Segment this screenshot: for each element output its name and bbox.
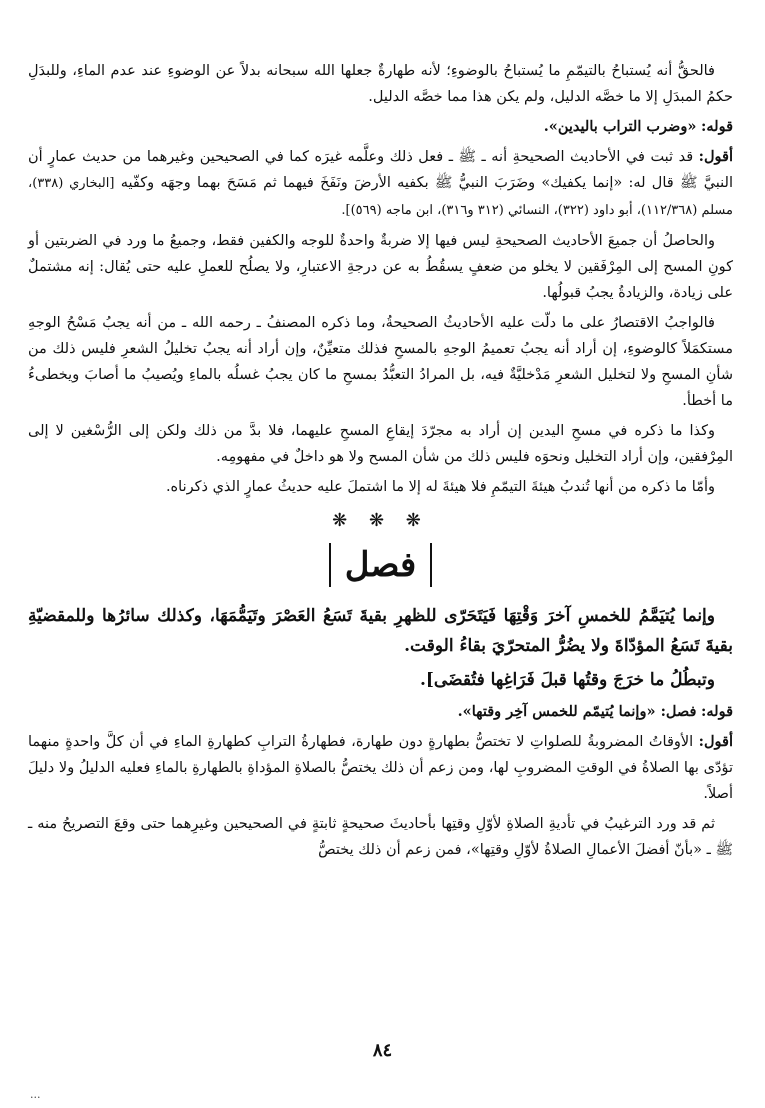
hadith-reference: [البخاري (٣٣٨)، مسلم (١١٢/٣٦٨)، أبو داود (٣٢٢)، النسائي (٣١٢ و٣١٦)، ابن ماجه (٥٦٩)]. — [28, 176, 733, 218]
qawl-label: قوله: — [701, 118, 733, 135]
qawl-line-2 — [28, 699, 733, 725]
qawl-line-1 — [28, 114, 733, 140]
paragraph-body-2: فالواجبُ الاقتصارُ على ما دلّت عليه الأحاديثُ الصحيحةُ، وما ذكره المصنفُ ـ رحمه الله ـ من أنه يجبُ مَسْحُ الوجهِ مستكمَلاً كالوضوءِ، إن أراد أنه يجبُ تعميمُ الوجهِ بالمسحِ فذلك متعيِّنٌ، وإن أراد أنه يجبُ تخليلُ الشعرِ فليس ذلك من شأنِ المسحِ ولا لتخليل الشعرِ مَدْخليَّةٌ فيه، بل المرادُ التعبُّدُ بمسحِ ما كان يجبُ غسلُه بالماءِ ويُصيبُ ما أصابَ ويخطىءُ ما أخطأ. — [28, 315, 733, 409]
corner-mark: ... — [30, 1088, 41, 1101]
paragraph-body-1: والحاصلُ أن جميعَ الأحاديث الصحيحةِ ليس فيها إلا ضربةٌ واحدةٌ للوجه والكفين فقط، وجميعُ ما ورد في الضربتين أو كونِ المسح إلى المِرْفَقين لا يخلو من ضعفٍ يسقُطُ به عن درجةِ الاعتبارِ، ولا يصلُح للعملِ عليه حتى يُقال: إنه مشتملٌ على زيادة، والزيادةُ يجبُ قبولُها. — [28, 233, 733, 301]
aqul-text-2: الأوقاتُ المضروبةُ للصلواتِ لا تختصُّ بطهارةٍ دون طهارة، فطهارةُ الترابِ كطهارةِ الماءِ في أن كلَّ واحدةٍ منهما تؤدّى بها الصلاةُ في الوقتِ المضروبِ لها، ومن زعم أن ذلك يختصُّ بالصلاةِ المؤداةِ بالطهارةِ بالماءِ فعليه الدليلُ ولا دليلَ أصلاً. — [28, 734, 733, 802]
matn-text-2: وتبطُلُ ما خرَجَ وقتُها قبلَ فَرَاغِها فتُقضَى]. — [419, 670, 715, 690]
aqul-label-2: أقول: — [698, 733, 733, 750]
section-heading-wrap — [28, 543, 733, 587]
page-number: ٨٤ — [372, 1040, 393, 1061]
aqul-paragraph-2 — [28, 729, 733, 807]
matn-text-1: وإنما يُتيَمَّمُ للخمسِ آخرَ وَقْتِهَا فَيَتَحَرّى للظهرِ بقيةَ تَسَعُ العَصْرَ وتَيَمُّمَهَا، وكذلك سائرُها وللمقضيّةِ بقيةَ تَسَعُ المؤدّاةَ ولا يضُرُّ المتحرّيَ بقاءُ الوقت. — [28, 606, 733, 656]
section-heading: فصل — [329, 543, 433, 587]
paragraph-body-3: وكذا ما ذكره في مسحِ اليدين إن أراد به مجرّدَ إيقاعِ المسحِ عليهما، فلا بدَّ من ذلك ولكن إلى الرُّسْغين لا إلى المِرْفقين، وإن أراد التخليل ونحوَه فليس ذلك من شأن المسح ولا هو داخلٌ في مفهومِه. — [28, 423, 733, 465]
paragraph-intro: فالحقُّ أنه يُستباحُ بالتيمّمِ ما يُستباحُ بالوضوءِ؛ لأنه طهارةٌ جعلها الله سبحانه بدلاً عن الوضوءِ عند عدم الماءِ، وللبدَلِ حكمُ المبدَلِ إلا ما خصَّه الدليل، ولم يكن هذا مما خصَّه الدليل. — [28, 63, 733, 105]
aqul-paragraph-1 — [28, 144, 733, 224]
paragraph-body-4: وأمّا ما ذكره من أنها تُندبُ هيئةَ التيمّمِ فلا هيئةَ له إلا ما اشتملَ عليه حديثُ عمارٍ الذي ذكرناه. — [165, 479, 715, 495]
qawl-label-2: قوله: — [701, 703, 733, 720]
aqul-text: قد ثبت في الأحاديث الصحيحةِ أنه ـ ﷺ ـ فعل ذلك وعلَّمه غيرَه كما في الصحيحين وغيرهما من حديث عمارٍ أن النبيَّ ﷺ قال له: «إنما يكفيك» وضَرَبَ النبيُّ ﷺ بكفيه الأرضَ ونَفَخَ فيهما ثم مَسَحَ بهما وجهَه وكفّيه — [28, 149, 733, 191]
paragraph-last: ثم قد ورد الترغيبُ في تأديةِ الصلاةِ لأوّلِ وقتِها بأحاديثَ صحيحةٍ ثابتةٍ في الصحيحين وغيرِهما حتى وقعَ التصريحُ منه ـ ﷺ ـ «بأنّ أفضلَ الأعمالِ الصلاةُ لأوّلِ وقتِها»، فمن زعم أن ذلك يختصُّ — [28, 816, 733, 858]
section-divider-stars: ❋ ❋ ❋ — [332, 510, 429, 531]
aqul-label: أقول: — [698, 148, 734, 165]
qawl-text: «وضرب التراب باليدين». — [543, 118, 697, 135]
qawl-text-2: فصل: «وإنما يُتيمّم للخمس آخِر وقتها». — [457, 703, 697, 720]
